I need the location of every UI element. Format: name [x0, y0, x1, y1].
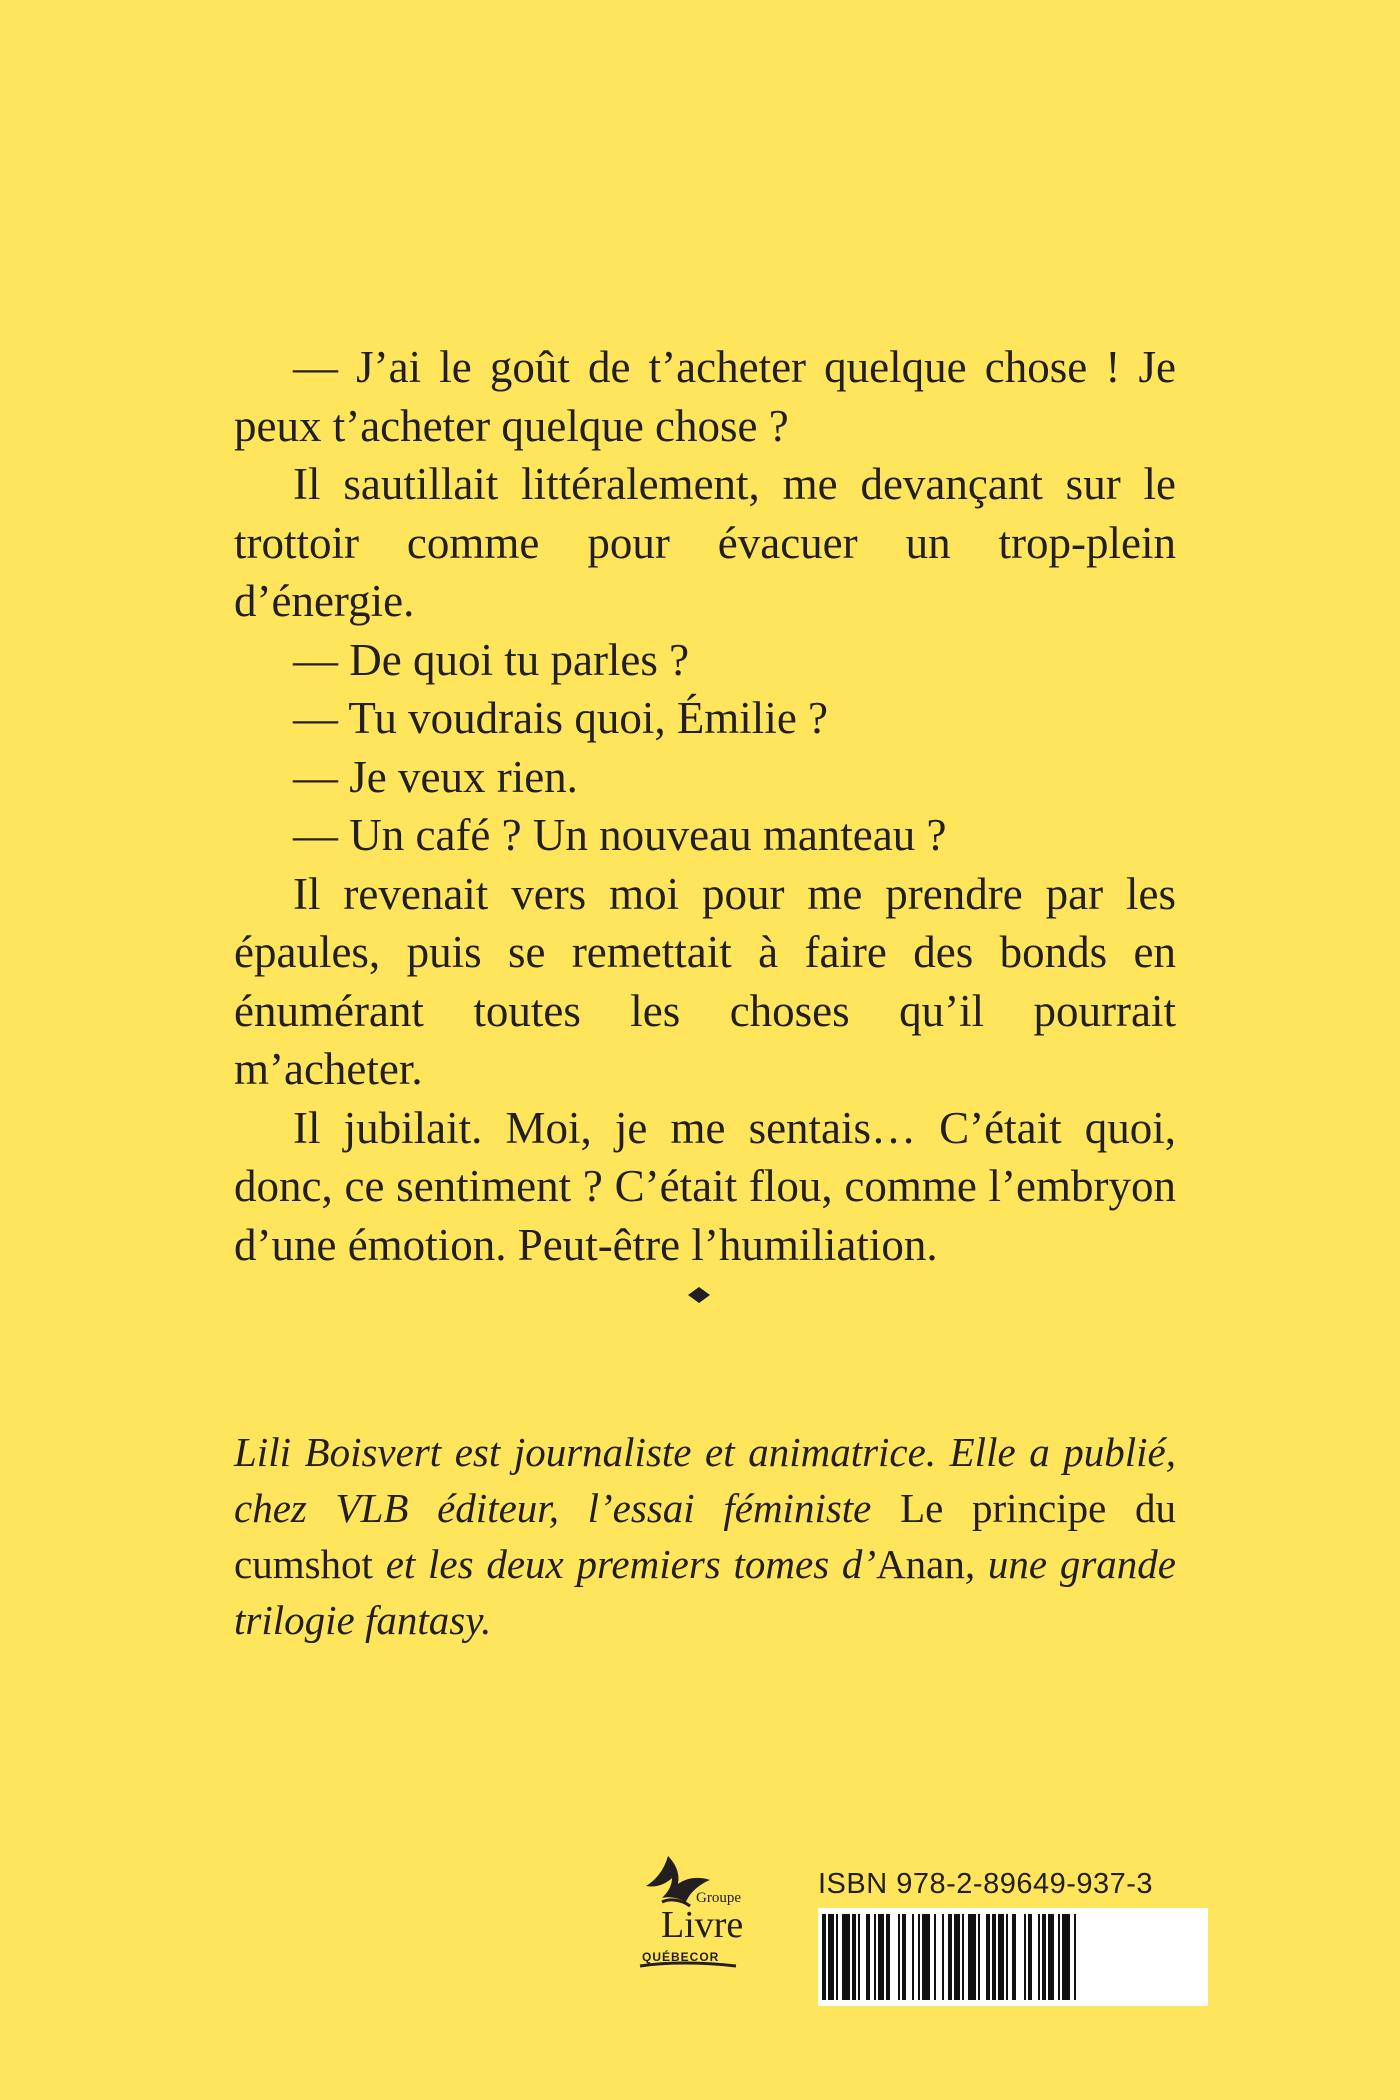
barcode-bar: [828, 1914, 834, 2000]
barcode-bar: [1058, 1914, 1060, 2000]
barcode-bar: [948, 1914, 952, 2000]
barcode-bar: [898, 1914, 900, 2000]
barcode-bar: [954, 1914, 960, 2000]
excerpt-paragraph: Il jubilait. Moi, je me sentais… C’était quoi, donc, ce sentiment ? C’était flou, comme l’embryon d’une émotion. Peut-être l’humiliation.: [234, 1102, 1176, 1270]
barcode-bar: [878, 1914, 884, 2000]
barcode-bar: [822, 1914, 826, 2000]
excerpt-paragraph: Il sautillait littéralement, me devançant sur le trottoir comme pour évacuer un trop-plein d’énergie.: [234, 459, 1176, 626]
barcode-bar: [1048, 1914, 1054, 2000]
barcode-bar: [922, 1914, 930, 2000]
barcode-bar: [942, 1914, 944, 2000]
logo-livre: Livre: [661, 1904, 744, 1946]
book-title: Anan: [876, 1541, 965, 1587]
barcode-bar: [874, 1914, 876, 2000]
excerpt-paragraph: — Tu voudrais quoi, Émilie ?: [293, 693, 829, 743]
barcode-bar: [962, 1914, 964, 2000]
barcode: [818, 1908, 1208, 2006]
barcode-bar: [836, 1914, 838, 2000]
barcode-bar: [992, 1914, 996, 2000]
excerpt: [234, 338, 1176, 1274]
barcode-bar: [1012, 1914, 1016, 2000]
bio-text: Lili Boisvert est journaliste et animatrice. Elle a publié, chez VLB éditeur, l’essai féministe: [234, 1429, 1176, 1531]
barcode-bar: [858, 1914, 860, 2000]
barcode-bar: [1062, 1914, 1070, 2000]
barcode-bar: [1038, 1914, 1040, 2000]
isbn-number: ISBN 978-2-89649-937-3: [818, 1868, 1154, 1900]
diamond-ornament-icon: [688, 1287, 710, 1303]
barcode-bar: [968, 1914, 976, 2000]
barcode-bar: [986, 1914, 990, 2000]
publisher-logo: [606, 1848, 768, 1980]
author-bio: [234, 1424, 1176, 1648]
barcode-bar: [842, 1914, 850, 2000]
barcode-bar: [1042, 1914, 1046, 2000]
logo-groupe: Groupe: [696, 1890, 741, 1906]
barcode-bar: [1028, 1914, 1032, 2000]
barcode-bar: [978, 1914, 980, 2000]
barcode-bar: [886, 1914, 890, 2000]
excerpt-paragraph: — Je veux rien.: [293, 751, 578, 802]
barcode-bar: [866, 1914, 870, 2000]
excerpt-paragraph: Il revenait vers moi pour me prendre par les épaules, puis se remettait à faire des bonds en énumérant toutes les choses qu’il pourrait m’acheter.: [234, 868, 1176, 1094]
excerpt-paragraph: — J’ai le goût de t’acheter quelque chose ! Je peux t’acheter quelque chose ?: [234, 342, 1176, 451]
barcode-bar: [934, 1914, 936, 2000]
barcode-bar: [902, 1914, 906, 2000]
barcode-bar: [1006, 1914, 1008, 2000]
isbn-block: [818, 1868, 1208, 2006]
barcode-bar: [998, 1914, 1004, 2000]
bio-text: , une grande trilogie fantasy.: [234, 1541, 1176, 1643]
barcode-bar: [918, 1914, 920, 2000]
excerpt-paragraph: — De quoi tu parles ?: [293, 634, 690, 685]
barcode-bar: [852, 1914, 856, 2000]
barcode-bar: [1024, 1914, 1026, 2000]
barcode-bar: [912, 1914, 914, 2000]
barcode-bar: [1074, 1914, 1076, 2000]
logo-quebecor: QUÉBECOR: [642, 1950, 720, 1964]
excerpt-paragraph: — Un café ? Un nouveau manteau ?: [293, 810, 947, 860]
book-title: Le principe du cumshot: [234, 1485, 1176, 1587]
bio-text: et les deux premiers tomes d’: [372, 1541, 877, 1587]
